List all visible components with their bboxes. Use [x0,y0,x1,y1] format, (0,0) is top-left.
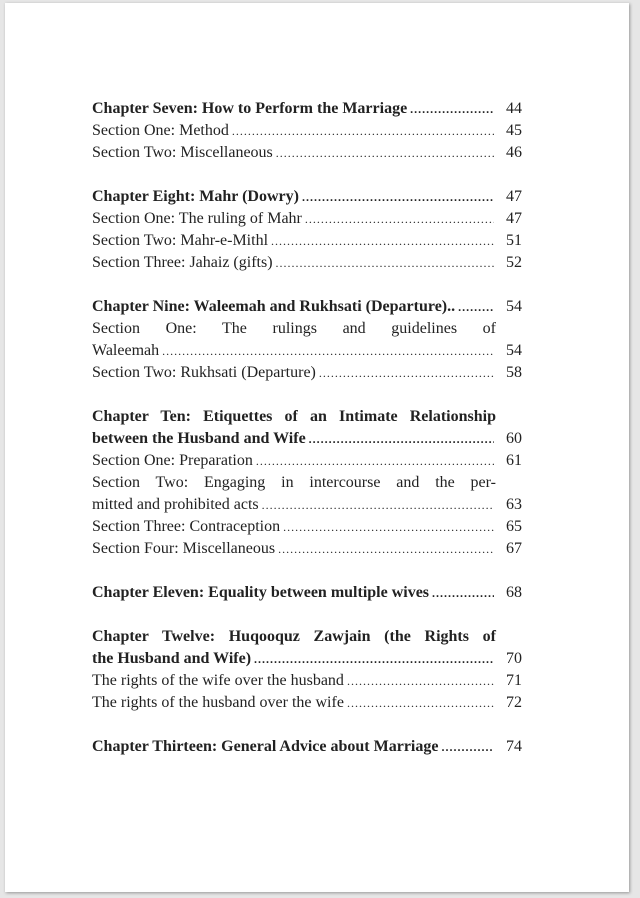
toc-page-number: 60 [506,430,522,447]
toc-chapter-entry [92,736,522,758]
dot-leader [347,670,494,692]
toc-section-entry [92,692,522,714]
toc-page-number: 47 [506,188,522,205]
toc-entry-label: Section Two: Miscellaneous [92,144,273,161]
toc-group [92,406,522,560]
toc-entry-label: Chapter Nine: Waleemah and Rukhsati (Departure).. [92,298,456,315]
dot-leader [276,142,494,164]
toc-entry-label: Section One: Method [92,122,229,139]
toc-entry-label: Chapter Eleven: Equality between multiple wives [92,584,430,601]
dot-leader [302,186,494,208]
toc-page-number: 52 [506,254,522,271]
dot-leader [256,450,494,472]
toc-page-number: 47 [506,210,522,227]
toc-page-number: 58 [506,364,522,381]
toc-section-entry [92,230,522,252]
toc-entry-label: The rights of the husband over the wife [92,694,344,711]
toc-entry-label: Section Two: Rukhsati (Departure) [92,364,316,381]
toc-section-entry [92,450,522,472]
toc-entry-label: Chapter Thirteen: General Advice about Marriage [92,738,439,755]
document-page [5,3,629,892]
toc-page-number: 63 [506,496,522,513]
toc-group [92,626,522,714]
toc-entry-label: Section One: Preparation [92,452,253,469]
toc-group [92,186,522,274]
dot-leader [232,120,494,142]
toc-entry-label: Chapter Eight: Mahr (Dowry) [92,188,299,205]
toc-page-number: 54 [506,342,522,359]
toc-page-number: 46 [506,144,522,161]
toc-section-entry [92,362,522,384]
toc-section-entry [92,670,522,692]
toc-page-number: 70 [506,650,522,667]
toc-section-entry [92,120,522,142]
toc-chapter-entry [92,626,522,670]
dot-leader [271,230,494,252]
toc-entry-label: Section Two: Mahr-e-Mithl [92,232,269,249]
dot-leader [347,692,494,714]
toc-section-entry [92,472,522,516]
dot-leader [441,736,494,758]
toc-entry-first-line: Section Two: Engaging in intercourse and the per- [92,474,496,491]
toc-page-number: 74 [506,738,522,755]
toc-chapter-entry [92,186,522,208]
toc-page-number: 72 [506,694,522,711]
toc-entry-label: Section One: The ruling of Mahr [92,210,302,227]
toc-section-entry [92,318,522,362]
toc-entry-label: Section Three: Contraception [92,518,281,535]
toc-entry-label: Waleemah [92,342,160,359]
dot-leader [432,582,494,604]
toc-page-number: 45 [506,122,522,139]
toc-page-number: 61 [506,452,522,469]
dot-leader [276,252,494,274]
dot-leader [162,340,494,362]
toc-entry-first-line: Chapter Twelve: Huqooquz Zawjain (the Rights of [92,628,496,645]
toc-chapter-entry [92,582,522,604]
toc-entry-label: Chapter Seven: How to Perform the Marriage [92,100,408,117]
toc-entry-label: Section Three: Jahaiz (gifts) [92,254,273,271]
toc-page-number: 44 [506,100,522,117]
toc-group [92,582,522,604]
toc-group [92,296,522,384]
toc-page-number: 54 [506,298,522,315]
toc-section-entry [92,142,522,164]
toc-section-entry [92,538,522,560]
dot-leader [278,538,494,560]
toc-section-entry [92,208,522,230]
dot-leader [458,296,494,318]
dot-leader [410,98,494,120]
toc-group [92,736,522,758]
toc-chapter-entry [92,406,522,450]
toc-page-number: 71 [506,672,522,689]
toc-entry-label: mitted and prohibited acts [92,496,259,513]
toc-chapter-entry [92,98,522,120]
dot-leader [305,208,494,230]
toc-entry-first-line: Chapter Ten: Etiquettes of an Intimate Relationship [92,408,496,425]
toc-page-number: 67 [506,540,522,557]
toc-chapter-entry [92,296,522,318]
toc-page-number: 65 [506,518,522,535]
dot-leader [262,494,494,516]
toc-group [92,98,522,164]
toc-entry-label: the Husband and Wife) [92,650,252,667]
toc-section-entry [92,516,522,538]
toc-page-number: 51 [506,232,522,249]
dot-leader [309,428,494,450]
toc-entry-label: between the Husband and Wife [92,430,306,447]
dot-leader [319,362,494,384]
toc-page-number: 68 [506,584,522,601]
dot-leader [283,516,494,538]
toc-entry-label: The rights of the wife over the husband [92,672,344,689]
dot-leader [254,648,494,670]
toc-entry-label: Section Four: Miscellaneous [92,540,276,557]
toc-section-entry [92,252,522,274]
toc-entry-first-line: Section One: The rulings and guidelines of [92,320,496,337]
table-of-contents [92,98,522,758]
